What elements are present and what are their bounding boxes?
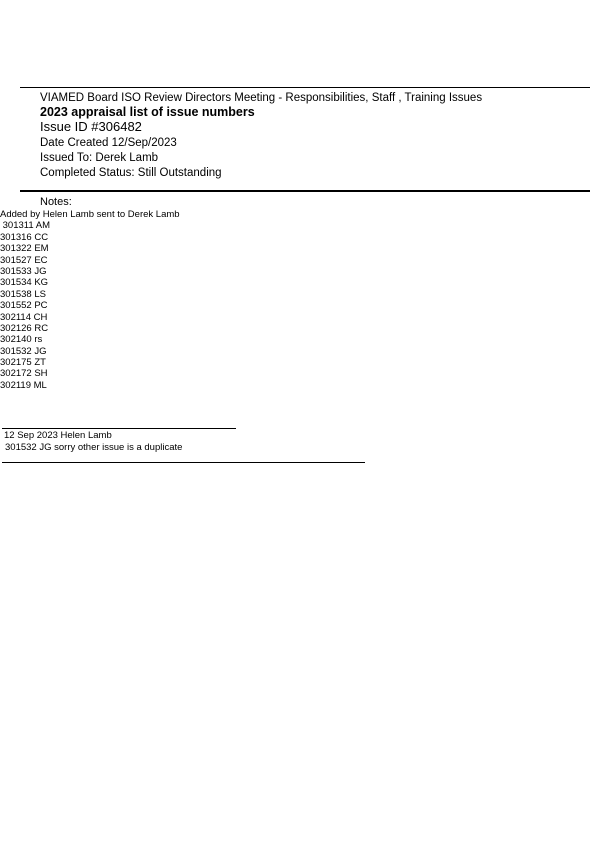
date-created: Date Created 12/Sep/2023 bbox=[40, 137, 177, 149]
meeting-context: VIAMED Board ISO Review Directors Meeting - Responsibilities, Staff , Training Issues bbox=[40, 92, 483, 104]
list-item: 301322 EM bbox=[0, 243, 49, 255]
issue-title: 2023 appraisal list of issue numbers bbox=[40, 105, 255, 119]
list-item: 301527 EC bbox=[0, 254, 48, 266]
list-item: 301533 JG bbox=[0, 265, 47, 277]
issue-header bbox=[40, 90, 585, 181]
notes-added-by: Added by Helen Lamb sent to Derek Lamb bbox=[0, 209, 180, 220]
comment-author: 12 Sep 2023 Helen Lamb bbox=[4, 430, 112, 441]
list-item: 301311 AM bbox=[0, 220, 51, 232]
header-divider bbox=[20, 190, 590, 192]
list-item: 302114 CH bbox=[0, 311, 48, 323]
list-item: 301316 CC bbox=[0, 231, 49, 243]
bottom-divider bbox=[2, 462, 365, 463]
top-divider bbox=[20, 87, 590, 88]
issue-id: Issue ID #306482 bbox=[40, 119, 142, 134]
comment-divider bbox=[2, 428, 236, 429]
list-item: 302140 rs bbox=[0, 334, 43, 346]
list-item: 301534 KG bbox=[0, 277, 49, 289]
notes-label: Notes: bbox=[40, 196, 72, 208]
list-item: 302175 ZT bbox=[0, 357, 46, 369]
issued-to: Issued To: Derek Lamb bbox=[40, 152, 159, 164]
completed-status: Completed Status: Still Outstanding bbox=[40, 167, 222, 179]
comment bbox=[4, 430, 182, 454]
list-item: 301532 JG bbox=[0, 345, 47, 357]
list-item: 302172 SH bbox=[0, 368, 48, 380]
list-item: 302126 RC bbox=[0, 322, 49, 334]
list-item: 302119 ML bbox=[0, 379, 47, 391]
list-item: 301552 PC bbox=[0, 300, 48, 312]
list-item: 301538 LS bbox=[0, 288, 46, 300]
notes-body bbox=[0, 209, 180, 391]
comment-text: 301532 JG sorry other issue is a duplicate bbox=[5, 442, 183, 453]
